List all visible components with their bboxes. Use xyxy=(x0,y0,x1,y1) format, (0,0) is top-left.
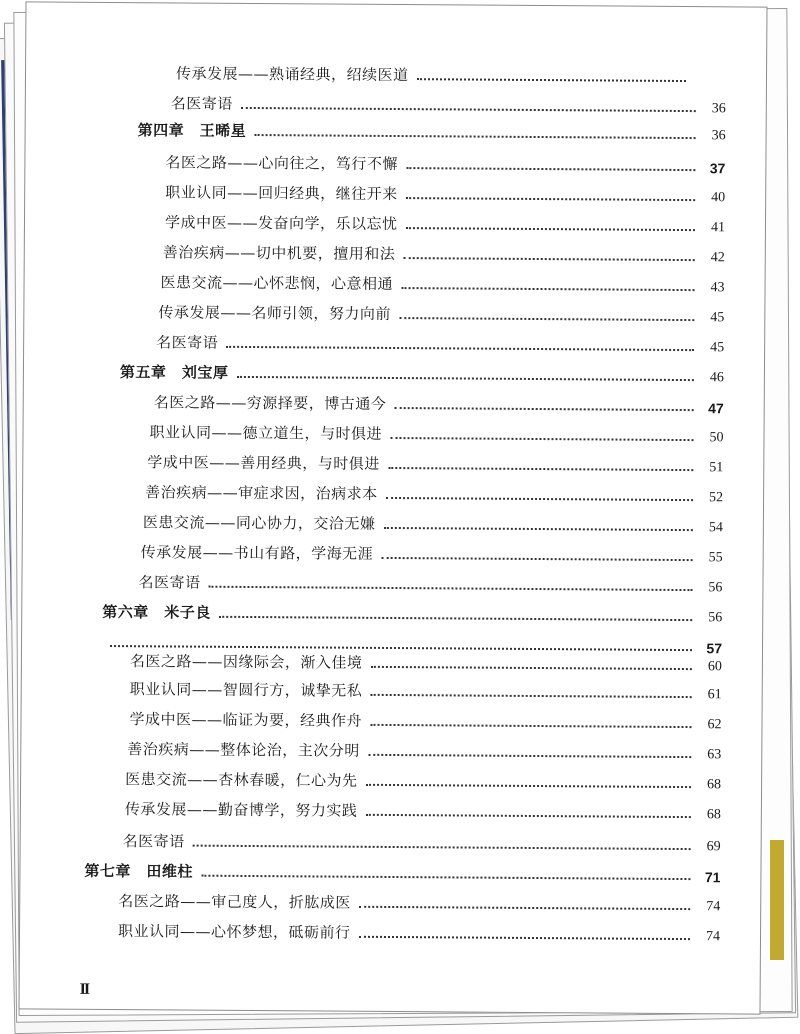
section-title: 名医寄语 xyxy=(122,832,185,851)
dot-leader xyxy=(365,814,690,818)
section-title: 传承发展——名师引领，努力向前 xyxy=(158,303,391,323)
page-number: 56 xyxy=(708,580,723,596)
toc-section-entry xyxy=(165,210,725,236)
toc-section-entry xyxy=(176,61,716,87)
dot-leader xyxy=(193,845,691,850)
dot-leader xyxy=(219,616,692,621)
page-number: 46 xyxy=(709,370,724,386)
section-title: 名医之路——审己度人，折肱成医 xyxy=(118,892,351,912)
section-title: 医患交流——杏林春暖，仁心为先 xyxy=(125,770,358,790)
dot-leader xyxy=(403,257,694,261)
toc-chapter-entry xyxy=(138,118,726,144)
dot-leader xyxy=(388,467,693,471)
dot-leader xyxy=(405,227,694,231)
dot-leader xyxy=(201,875,690,880)
chapter-title: 第五章 刘宝厚 xyxy=(119,363,229,382)
page-number: 74 xyxy=(705,929,721,945)
page-number: 54 xyxy=(708,520,723,536)
section-title: 名医寄语 xyxy=(138,573,201,592)
toc-section-entry xyxy=(147,450,723,476)
page-number: 40 xyxy=(711,190,726,206)
toc-section-entry xyxy=(165,150,725,176)
dot-leader xyxy=(370,724,691,728)
toc-section-entry xyxy=(165,180,725,206)
toc-chapter-entry xyxy=(84,859,720,885)
toc-page xyxy=(18,1,767,1014)
section-title: 学成中医——发奋向学，乐以忘忧 xyxy=(164,213,398,234)
section-title: 善治疾病——整体论治，主次分明 xyxy=(127,740,360,760)
page-number: 45 xyxy=(710,340,725,356)
section-title: 医患交流——同心协力，交洽无嫌 xyxy=(142,513,376,533)
dot-leader xyxy=(368,754,691,758)
page-number: 68 xyxy=(706,807,721,823)
dot-leader xyxy=(359,936,690,940)
section-title: 职业认同——回归经典，继往开来 xyxy=(165,183,398,204)
toc-section-entry xyxy=(138,570,722,596)
dot-leader xyxy=(208,586,692,591)
section-title: 学成中医——善用经典，与时俱进 xyxy=(147,453,380,473)
page-number: 74 xyxy=(706,899,721,915)
page-number: 68 xyxy=(707,777,722,793)
section-title: 善治疾病——切中机要，擅用和法 xyxy=(162,243,396,264)
chapter-title: 第四章 王晞星 xyxy=(137,121,247,140)
section-title: 名医寄语 xyxy=(156,333,219,352)
section-title: 传承发展——书山有路，学海无涯 xyxy=(140,543,374,563)
dot-leader xyxy=(401,287,694,291)
toc-section-entry xyxy=(129,707,721,733)
book-edge-yellow xyxy=(770,840,784,960)
dot-leader xyxy=(370,666,691,670)
page-number: 47 xyxy=(708,400,724,417)
page-number: 55 xyxy=(708,550,723,566)
page-number: 56 xyxy=(708,610,723,626)
page-number: 36 xyxy=(711,101,726,117)
page-number: 69 xyxy=(706,839,721,855)
toc-section-entry xyxy=(125,797,721,823)
toc-section-entry xyxy=(130,649,722,675)
toc-section-entry xyxy=(163,240,725,266)
toc-section-entry xyxy=(123,829,721,855)
page-number: 51 xyxy=(709,460,724,476)
page-number: 36 xyxy=(711,128,726,144)
dot-leader xyxy=(366,784,691,788)
section-title: 医患交流——心怀悲悯，心意相通 xyxy=(160,273,394,293)
page-number: 60 xyxy=(707,659,722,675)
dot-leader xyxy=(241,107,696,112)
dot-leader xyxy=(386,497,693,501)
toc-section-entry xyxy=(145,480,723,506)
dot-leader xyxy=(254,134,695,139)
section-title: 职业认同——心怀梦想，砥砺前行 xyxy=(117,922,351,942)
dot-leader xyxy=(399,317,694,321)
chapter-title: 第六章 米子良 xyxy=(102,602,211,622)
page-number: 37 xyxy=(709,160,726,177)
toc-section-entry xyxy=(160,270,724,296)
section-title: 名医之路——穷源择要，博古通今 xyxy=(153,393,387,413)
section-title: 学成中医——临证为要，经典作舟 xyxy=(129,710,363,730)
page-number: 52 xyxy=(709,490,724,506)
dot-leader xyxy=(394,407,693,411)
page-number: 41 xyxy=(710,220,726,236)
section-title: 名医寄语 xyxy=(170,94,233,113)
dot-leader xyxy=(226,346,694,351)
toc-section-entry xyxy=(171,91,726,117)
toc-section-entry xyxy=(158,300,724,326)
toc-chapter-entry xyxy=(102,600,722,626)
toc-section-entry xyxy=(156,330,724,356)
dot-leader xyxy=(383,527,692,531)
section-title: 传承发展——熟诵经典，绍续医道 xyxy=(175,64,409,85)
page-number: 43 xyxy=(710,280,725,296)
toc-section-entry xyxy=(141,540,723,566)
dot-leader xyxy=(406,197,695,201)
dot-leader xyxy=(236,376,693,381)
page-number: 45 xyxy=(710,310,725,326)
toc-section-entry xyxy=(149,420,723,446)
dot-leader xyxy=(406,167,695,171)
page-number: 61 xyxy=(707,687,722,703)
section-title: 善治疾病——审症求因，治病求本 xyxy=(145,483,378,503)
dot-leader xyxy=(390,437,693,441)
dot-leader xyxy=(370,694,691,698)
dot-leader xyxy=(381,557,692,561)
dot-leader xyxy=(359,906,690,910)
page-footer-mark: II xyxy=(79,980,89,998)
page-number: 71 xyxy=(704,869,721,886)
toc-section-entry xyxy=(127,737,721,763)
section-title: 传承发展——勤奋博学，努力实践 xyxy=(124,800,358,820)
toc-section-entry xyxy=(118,889,720,915)
toc-section-entry xyxy=(125,767,721,793)
dot-leader xyxy=(417,78,686,82)
section-title: 职业认同——智圆行方，诚挚无私 xyxy=(129,680,363,700)
toc-chapter-entry xyxy=(120,360,724,386)
page-number: 63 xyxy=(707,747,722,763)
page-number: 42 xyxy=(710,250,725,266)
page-number: 62 xyxy=(707,717,722,733)
section-title: 名医之路——心向往之，笃行不懈 xyxy=(165,153,398,174)
section-title: 职业认同——德立道生，与时俱进 xyxy=(149,423,383,443)
page-number: 50 xyxy=(709,430,724,446)
toc-section-entry xyxy=(130,677,722,703)
table-of-contents xyxy=(27,2,767,945)
chapter-title: 第七章 田维柱 xyxy=(84,861,194,881)
toc-section-entry xyxy=(118,919,720,945)
toc-section-entry xyxy=(154,390,724,416)
page-number: 57 xyxy=(706,640,723,657)
section-title: 名医之路——因缘际会，渐入佳境 xyxy=(129,652,363,672)
toc-section-entry xyxy=(143,510,723,536)
